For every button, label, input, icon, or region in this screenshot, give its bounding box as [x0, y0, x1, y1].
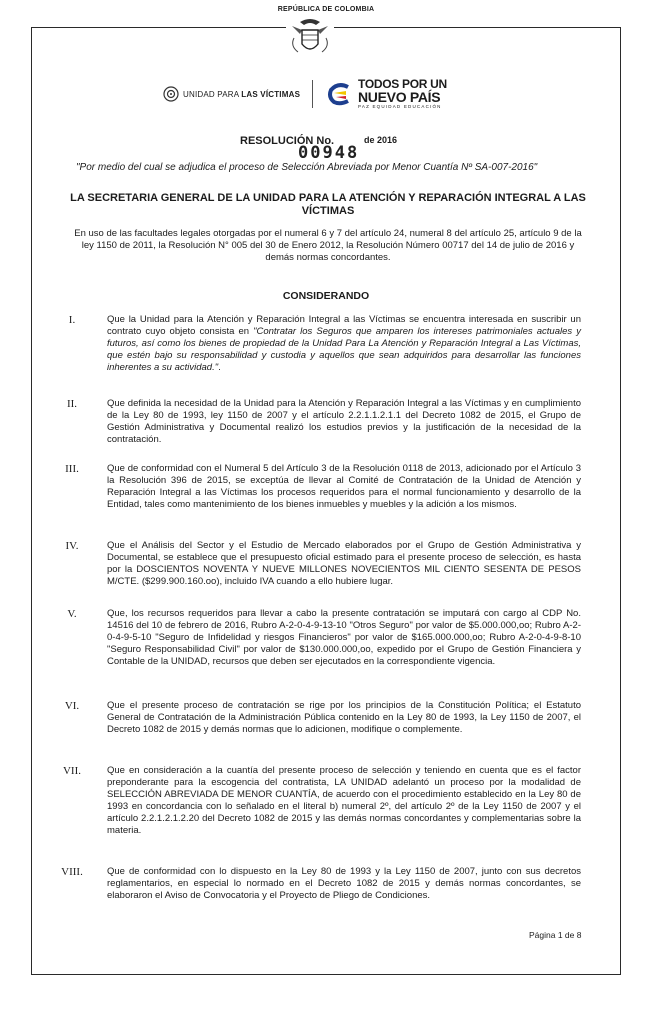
considerando-heading: CONSIDERANDO — [282, 290, 370, 302]
item-number: II. — [66, 398, 78, 410]
logo-right-tagline: PAZ EQUIDAD EDUCACIÓN — [358, 104, 442, 109]
item-number: I. — [68, 314, 76, 326]
item-number: V. — [67, 608, 77, 620]
nuevo-pais-emblem-icon — [326, 81, 352, 107]
item-text: Que definida la necesidad de la Unidad para la Atención y Reparación Integral a las Víctimas y en cumplimiento de la Ley 80 de 1993, ley 1150 de 2007 y el artículo 2.2.1.1.2.1.1 del Decreto 1082 de 2015, el Grupo de Gestión Administrativa y Documental realizó los estudios previos y la justificación de la necesidad de la contratación. — [107, 398, 581, 445]
logo-left-prefix: UNIDAD PARA — [183, 89, 242, 99]
item-number: III. — [65, 463, 79, 475]
unidad-emblem-icon — [163, 86, 179, 102]
coat-of-arms-icon — [286, 16, 334, 58]
unidad-victimas-logo — [163, 86, 300, 102]
page-number: Página 1 de 8 — [529, 930, 582, 940]
item-number: IV. — [65, 540, 79, 552]
logo-right-line1: TODOS POR UN — [358, 77, 447, 91]
resolution-year: de 2016 — [364, 135, 398, 145]
country-header: REPÚBLICA DE COLOMBIA — [277, 6, 375, 13]
resolution-subtitle: "Por medio del cual se adjudica el proceso de Selección Abreviada por Menor Cuantía Nº SA-007-2016" — [76, 162, 538, 173]
item-number: VI. — [64, 700, 80, 712]
item-text: Que, los recursos requeridos para llevar a cabo la presente contratación se imputará con cargo al CDP No. 14516 del 10 de febrero de 2016, Rubro A-2-0-4-9-13-10 "Otros Seguro" por valor de $5.000.000,oo; Rubro A-2-0-4-9-5-10 "Seguro de Infidelidad y riesgos Financieros" por valor de $165.000.000,oo; Rubro A-2-0-4-9-8-10 "Seguro Responsabilidad Civil" por valor de $130.000.000,oo, expedido por el Grupo de Gestión Financiera y Contable de la UNIDAD, recursos que deben ser ejecutados en la correspondiente vigencia. — [107, 608, 581, 667]
item-number: VIII. — [61, 866, 83, 878]
item-text: Que el presente proceso de contratación se rige por los principios de la Constitución Política; el Estatuto General de Contratación de la Administración Pública contenido en la Ley 80 de 1993, la Ley 1150 de 2007, el Decreto 1082 de 2015 y demás normas que lo adicionen, modifique o complemente. — [107, 700, 581, 735]
item-text-italic: "Contratar los Seguros que amparen los intereses patrimoniales actuales y futuros, así como los bienes de propiedad de la Unidad Para La Atención y Reparación Integral a Las Víctimas, que estén bajo su responsabilidad y custodia y aquellos que sean adquiridos para desarrollar las funciones inherentes a su actividad." — [107, 326, 581, 373]
item-text: Que de conformidad con el Numeral 5 del Artículo 3 de la Resolución 0118 de 2013, adicionado por el Artículo 3 la Resolución 396 de 2015, se exceptúa de llevar al Comité de Contratación de la Unidad de Atención y Reparación Integral a las Víctimas los procesos requeridos para el normal funcionamiento y desarrollo de la Entidad, tales como mantenimiento de los bienes inmuebles y muebles y la adición a los mismos. — [107, 463, 581, 510]
item-text: Que de conformidad con lo dispuesto en la Ley 80 de 1993 y la Ley 1150 de 2007, junto con sus decretos reglamentarios, en especial lo normado en el Decreto 1082 de 2015 y demás normas concordantes, se elaboraron el Aviso de Convocatoria y el Proyecto de Pliego de Condiciones. — [107, 866, 581, 901]
item-text-tail: . — [218, 362, 221, 373]
issuing-authority: LA SECRETARIA GENERAL DE LA UNIDAD PARA LA ATENCIÓN Y REPARACIÓN INTEGRAL A LAS VÍCTIMAS — [70, 192, 586, 217]
logo-divider — [312, 80, 313, 108]
item-number: VII. — [62, 765, 82, 777]
legal-powers-paragraph: En uso de las facultades legales otorgadas por el numeral 6 y 7 del artículo 24, numeral 8 del artículo 25, artículo 9 de la ley 1150 de 2011, la Resolución N° 005 del 30 de Enero 2012, la Resolución Número 00717 del 14 de julio de 2016 y demás normas concordantes. — [74, 228, 582, 263]
logo-left-bold: LAS VÍCTIMAS — [241, 89, 301, 99]
item-text-plain: Que la Unidad para la Atención y Reparación Integral a las Víctimas se encuentra interesada en suscribir un contrato cuyo objeto consista en — [107, 314, 581, 337]
resolution-number: 00948 — [298, 143, 360, 163]
item-text: Que en consideración a la cuantía del presente proceso de selección y teniendo en cuenta que es el factor preponderante para la escogencia del contratista, LA UNIDAD adelantó un proceso por la modalidad de SELECCIÓN ABREVIADA DE MENOR CUANTÍA, de acuerdo con el procedimiento establecido en la Ley 80 de 1993 en concordancia con lo señalado en el literal b) numeral 2º, del artículo 2º de la Ley 1150 de 2007 y el artículo 2.2.1.2.1.2.20 del Decreto 1082 de 2015 y las demás normas concordantes y complementarias sobre la materia. — [107, 765, 581, 836]
todos-por-un-nuevo-pais-logo — [326, 78, 447, 110]
logo-right-line2: NUEVO PAÍS — [358, 89, 441, 105]
resolution-title: RESOLUCIÓN No. — [240, 135, 335, 147]
item-text: Que el Análisis del Sector y el Estudio de Mercado elaborados por el Grupo de Gestión Administrativa y Documental, se establece que el presupuesto oficial estimado para el presente proceso de selección, es hasta por la DOSCIENTOS NOVENTA Y NUEVE MILLONES NOVECIENTOS MIL CIENTO SESENTA DE PESOS M/CTE. ($299.900.160.oo), incluido IVA cuando a ello hubiere lugar. — [107, 540, 581, 587]
item-text — [107, 314, 581, 374]
